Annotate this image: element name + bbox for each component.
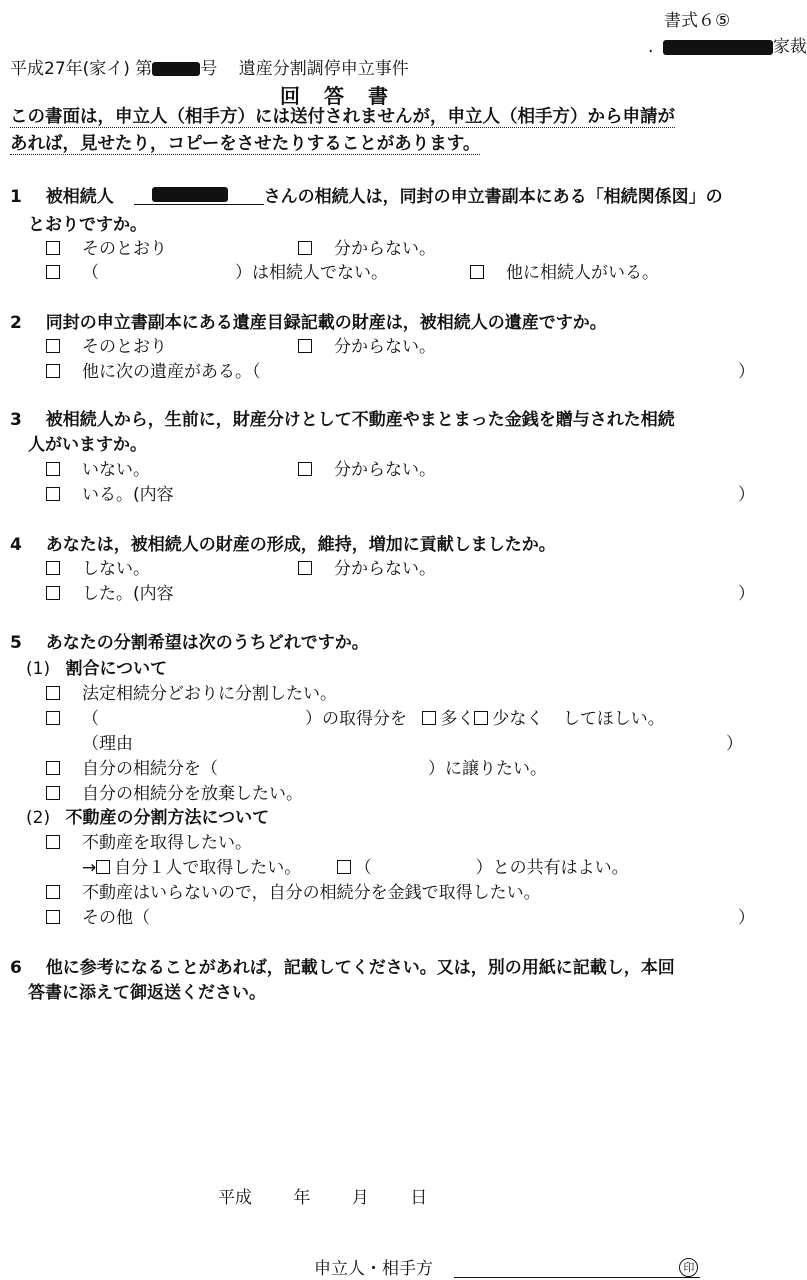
checkbox-more[interactable] <box>422 711 436 725</box>
q4-line1: 4 あなたは，被相続人の財産の形成，維持，増加に貢献しましたか。 <box>10 535 556 555</box>
date-month: 月 <box>351 1188 369 1208</box>
checkbox[interactable] <box>46 761 60 775</box>
checkbox[interactable] <box>46 786 60 800</box>
q5-sub2: (2) 不動産の分割方法について <box>26 808 270 828</box>
date-era: 平成 <box>218 1188 252 1208</box>
q5-a4[interactable]: 自分の相続分を放棄したい。 <box>46 779 303 804</box>
decedent-name-field[interactable] <box>134 184 264 205</box>
q3-close: ） <box>738 485 755 505</box>
redacted-case-number <box>152 62 200 76</box>
q5-line1: 5 あなたの分割希望は次のうちどれですか。 <box>10 633 369 653</box>
date-day: 日 <box>410 1188 428 1208</box>
signature-label: 申立人・相手方 <box>314 1259 433 1279</box>
q5-b2[interactable]: 不動産はいらないので，自分の相続分を金銭で取得したい。 <box>46 878 541 903</box>
checkbox[interactable] <box>470 265 484 279</box>
q3-opt1[interactable]: いない。 <box>46 455 150 480</box>
q4-opt3[interactable]: した。(内容 <box>46 579 174 604</box>
case-name: 遺産分割調停申立事件 <box>238 59 409 79</box>
checkbox[interactable] <box>298 241 312 255</box>
checkbox[interactable] <box>46 339 60 353</box>
q2-opt3[interactable]: 他に次の遺産がある。（ <box>46 357 261 382</box>
q5-a3[interactable]: 自分の相続分を（ ）に譲りたい。 <box>46 754 547 779</box>
checkbox[interactable] <box>298 339 312 353</box>
checkbox[interactable] <box>46 885 60 899</box>
q6-line1: 6 他に参考になることがあれば，記載してください。又は，別の用紙に記載し，本回 <box>10 958 675 978</box>
q2-close: ） <box>738 362 755 382</box>
signature-line <box>314 1254 700 1279</box>
notice-line-2: あれば，見せたり，コピーをさせたりすることがあります。 <box>10 134 481 154</box>
q5-b1-options: → 自分１人で取得したい。 （ ）との共有はよい。 <box>82 858 629 878</box>
checkbox[interactable] <box>46 265 60 279</box>
q4-opt1[interactable]: しない。 <box>46 554 150 579</box>
checkbox[interactable] <box>46 487 60 501</box>
checkbox[interactable] <box>46 686 60 700</box>
document-title: 回 答 書 <box>280 84 390 108</box>
q2-opt2[interactable]: 分からない。 <box>298 332 436 357</box>
q3-opt3[interactable]: いる。(内容 <box>46 480 174 505</box>
q5-reason-close: ） <box>726 734 743 754</box>
checkbox[interactable] <box>46 586 60 600</box>
checkbox[interactable] <box>298 561 312 575</box>
checkbox[interactable] <box>96 860 110 874</box>
q5-sub1: (1) 割合について <box>26 659 168 679</box>
q3-line2: 人がいますか。 <box>28 435 147 455</box>
checkbox[interactable] <box>46 561 60 575</box>
case-number: 平成27年(家イ) 第 号 遺産分割調停申立事件 <box>10 59 409 79</box>
checkbox[interactable] <box>46 241 60 255</box>
q2-line1: 2 同封の申立書副本にある遺産目録記載の財産は，被相続人の遺産ですか。 <box>10 313 607 333</box>
q3-opt2[interactable]: 分からない。 <box>298 455 436 480</box>
checkbox[interactable] <box>46 910 60 924</box>
checkbox[interactable] <box>298 462 312 476</box>
checkbox[interactable] <box>46 462 60 476</box>
checkbox[interactable] <box>46 711 60 725</box>
q4-close: ） <box>738 584 755 604</box>
arrow-icon: → <box>82 858 97 878</box>
redacted-court-name <box>663 40 773 55</box>
q1-line2: とおりですか。 <box>28 215 147 235</box>
q5-b3-close: ） <box>738 908 755 928</box>
q4-opt2[interactable]: 分からない。 <box>298 554 436 579</box>
q1-opt1[interactable]: そのとおり <box>46 234 167 259</box>
checkbox[interactable] <box>46 835 60 849</box>
seal-mark: 印 <box>679 1258 698 1277</box>
q3-line1: 3 被相続人から，生前に，財産分けとして不動産やまとまった金銭を贈与された相続 <box>10 410 675 430</box>
q2-opt1[interactable]: そのとおり <box>46 332 167 357</box>
date-year: 年 <box>293 1188 311 1208</box>
form-id: 書式６⑤ <box>664 11 731 31</box>
signature-field[interactable] <box>454 1259 700 1278</box>
q5-reason: （理由 <box>82 734 133 754</box>
redacted-decedent-name <box>152 187 228 202</box>
court-suffix: 家裁 <box>772 37 807 57</box>
checkbox[interactable] <box>46 364 60 378</box>
q5-b1[interactable]: 不動産を取得したい。 <box>46 828 252 853</box>
q5-b3[interactable]: その他（ <box>46 903 150 928</box>
notice <box>10 104 758 158</box>
q5-a2[interactable]: （ ）の取得分を 多く 少なく してほしい。 <box>46 704 665 729</box>
q1-opt2[interactable]: 分からない。 <box>298 234 436 259</box>
court-line: . 家裁 <box>648 37 807 57</box>
q1-opt3[interactable]: （ ）は相続人でない。 <box>46 258 388 283</box>
q5-a1[interactable]: 法定相続分どおりに分割したい。 <box>46 679 337 704</box>
checkbox-less[interactable] <box>474 711 488 725</box>
q1-opt4[interactable]: 他に相続人がいる。 <box>470 258 659 283</box>
notice-line-1: この書面は，申立人（相手方）には送付されませんが，申立人（相手方）から申請が <box>10 107 675 127</box>
q1-line1: 1 被相続人 さんの相続人は，同封の申立書副本にある「相続関係図」の <box>10 182 723 207</box>
q6-line2: 答書に添えて御返送ください。 <box>28 983 266 1003</box>
date-line <box>218 1183 427 1208</box>
checkbox[interactable] <box>337 860 351 874</box>
